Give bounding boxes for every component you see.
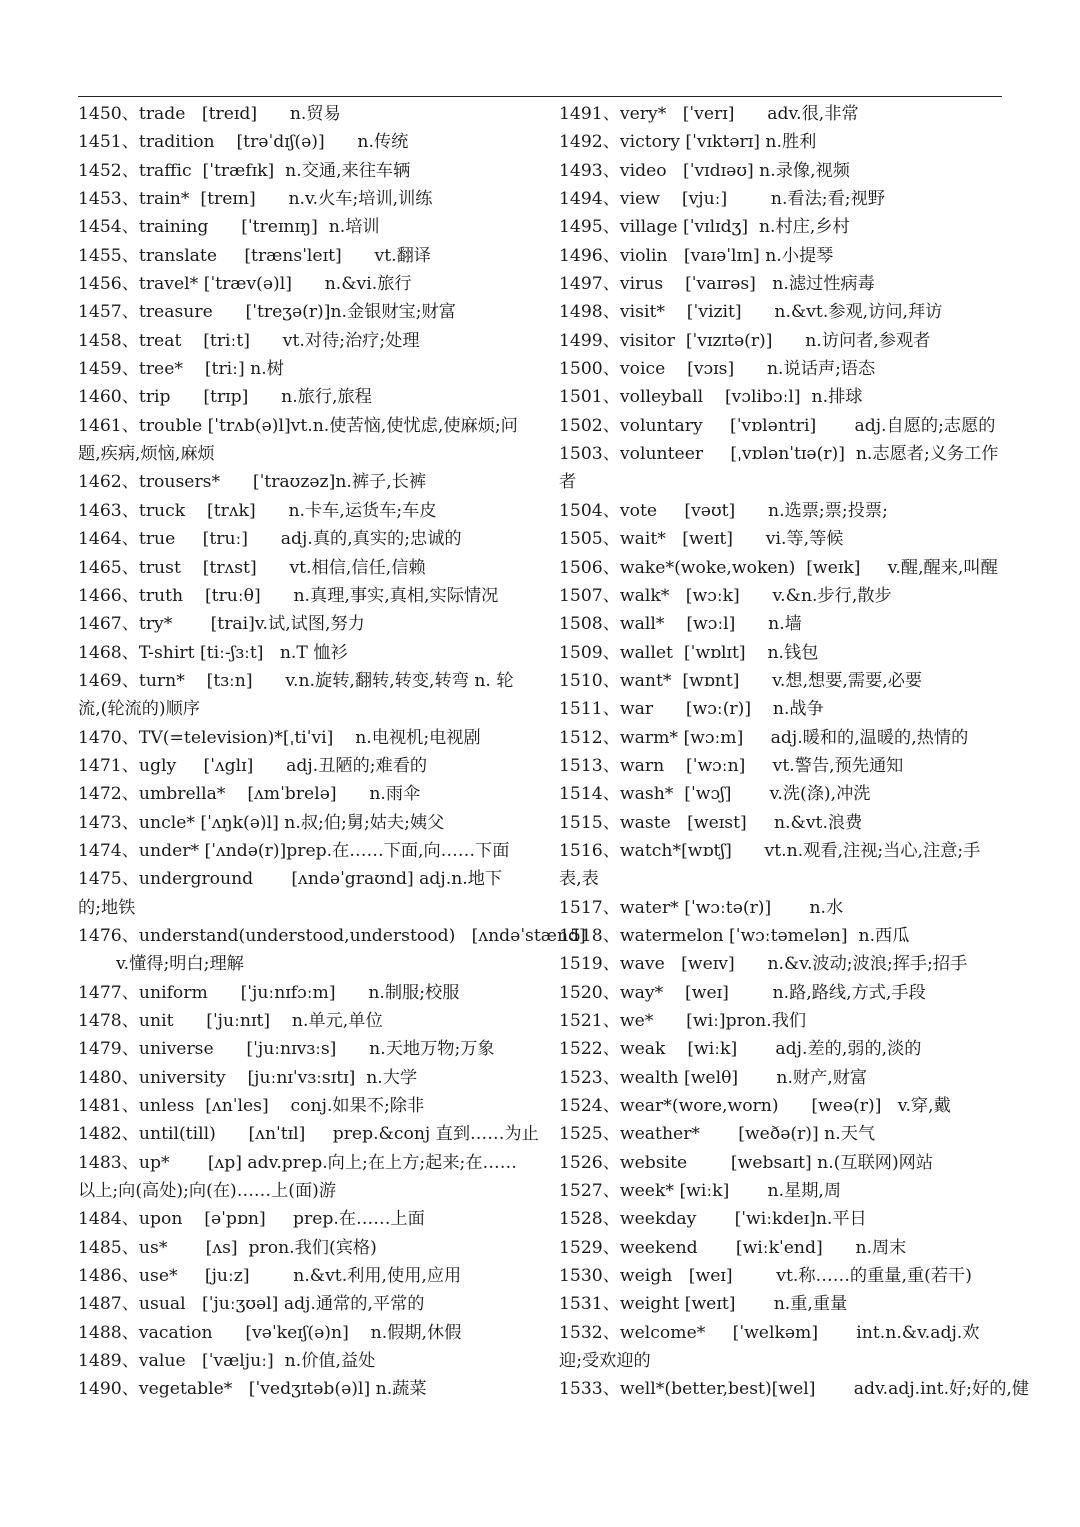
- vocab-entry: 1466、truth [truːθ] n.真理,事实,真相,实际情况: [78, 585, 499, 606]
- vocab-entry: 1453、train* [treɪn] n.v.火车;培训,训练: [78, 189, 433, 210]
- vocab-entry: 1463、truck [trʌk] n.卡车,运货车;车皮: [78, 500, 437, 521]
- vocab-entry: 1452、traffic [ˈtræfɪk] n.交通,来往车辆: [78, 160, 411, 181]
- vocab-entry-continuation: v.懂得;明白;理解: [116, 954, 244, 975]
- vocab-entry: 1495、village [ˈvɪlɪdʒ] n.村庄,乡村: [559, 217, 850, 238]
- vocab-entry: 1467、try* [trai]v.试,试图,努力: [78, 614, 365, 635]
- vocab-entry: 1488、vacation [vəˈkeɪʃ(ə)n] n.假期,休假: [78, 1322, 462, 1343]
- vocab-entry: 1486、use* [juːz] n.&vt.利用,使用,应用: [78, 1266, 462, 1287]
- vocab-entry: 1479、universe [ˈjuːnɪvɜːs] n.天地万物;万象: [78, 1039, 495, 1060]
- vocab-entry: 1469、turn* [tɜːn] v.n.旋转,翻转,转变,转弯 n. 轮流,(轮流的)顺序: [78, 670, 514, 720]
- vocab-entry: 1471、ugly [ˈʌglɪ] adj.丑陋的;难看的: [78, 755, 428, 776]
- vocab-entry: 1465、trust [trʌst] vt.相信,信任,信赖: [78, 557, 426, 578]
- vocab-entry: 1476、understand(understood,understood) [ʌndəˈstænd]: [78, 925, 586, 946]
- vocab-entry: 1518、watermelon [ˈwɔːtəmelən] n.西瓜: [559, 925, 910, 946]
- vocab-entry: 1475、underground [ʌndəˈgraʊnd] adj.n.地下的;地铁: [78, 869, 503, 918]
- vocab-entry: 1498、visit* [ˈvizit] n.&vt.参观,访问,拜访: [559, 302, 943, 323]
- vocab-entry: 1459、tree* [triː] n.树: [78, 359, 284, 380]
- vocab-entry: 1529、weekend [wiːkˈend] n.周末: [559, 1237, 907, 1258]
- vocab-entry: 1500、voice [vɔɪs] n.说话声;语态: [559, 359, 876, 380]
- vocab-entry: 1461、trouble [ˈtrʌb(ə)l]vt.n.使苦恼,使忧虑,使麻烦;问题,疾病,烦恼,麻烦: [78, 415, 518, 465]
- left-column: [78, 100, 586, 1404]
- vocab-entry: 1532、welcome* [ˈwelkəm] int.n.&v.adj.欢迎;受欢迎的: [559, 1322, 980, 1372]
- vocab-entry: 1516、watch*[wɒtʃ] vt.n.观看,注视;当心,注意;手表,表: [559, 840, 981, 890]
- vocab-entry: 1521、we* [wiː]pron.我们: [559, 1011, 807, 1031]
- vocab-entry: 1512、warm* [wɔːm] adj.暖和的,温暖的,热情的: [559, 727, 969, 748]
- vocab-entry: 1503、volunteer [ˌvɒlənˈtɪə(r)] n.志愿者;义务工作者: [559, 444, 999, 493]
- vocab-entry: 1493、video [ˈvɪdɪəʊ] n.录像,视频: [559, 160, 850, 181]
- vocab-entry: 1462、trousers* [ˈtraʊzəz]n.裤子,长裤: [78, 472, 427, 493]
- vocab-entry: 1514、wash* [ˈwɔʃ] v.洗(涤),冲洗: [559, 784, 871, 805]
- vocab-entry: 1509、wallet [ˈwɒlɪt] n.钱包: [559, 642, 819, 663]
- vocab-entry: 1481、unless [ʌnˈles] conj.如果不;除非: [78, 1096, 425, 1117]
- vocab-entry: 1522、weak [wiːk] adj.差的,弱的,淡的: [559, 1039, 922, 1060]
- vocab-entry: 1477、uniform [ˈjuːnɪfɔːm] n.制服;校服: [78, 982, 460, 1003]
- vocab-entry: 1456、travel* [ˈtræv(ə)l] n.&vi.旅行: [78, 274, 412, 295]
- vocab-entry: 1492、victory [ˈvɪktərɪ] n.胜利: [559, 132, 817, 153]
- vocab-entry: 1450、trade [treɪd] n.贸易: [78, 104, 341, 124]
- vocab-entry: 1524、wear*(wore,worn) [weə(r)] v.穿,戴: [559, 1096, 951, 1117]
- vocab-entry: 1478、unit [ˈjuːnɪt] n.单元,单位: [78, 1011, 383, 1031]
- vocab-entry: 1496、violin [vaɪəˈlɪn] n.小提琴: [559, 245, 834, 266]
- vocab-entry: 1526、website [websaɪt] n.(互联网)网站: [559, 1152, 934, 1173]
- vocab-entry: 1531、weight [weɪt] n.重,重量: [559, 1294, 848, 1315]
- vocab-entry: 1527、week* [wiːk] n.星期,周: [559, 1181, 842, 1202]
- vocab-entry: 1510、want* [wɒnt] v.想,想要,需要,必要: [559, 670, 923, 691]
- vocab-entry: 1528、weekday [ˈwiːkdeɪ]n.平日: [559, 1209, 867, 1230]
- vocab-entry: 1506、wake*(woke,woken) [weɪk] v.醒,醒来,叫醒: [559, 557, 998, 578]
- top-rule: [78, 96, 1002, 97]
- vocab-entry: 1525、weather* [weðə(r)] n.天气: [559, 1124, 876, 1145]
- vocab-entry: 1485、us* [ʌs] pron.我们(宾格): [78, 1237, 377, 1258]
- vocab-entry: 1451、tradition [trəˈdɪʃ(ə)] n.传统: [78, 132, 409, 153]
- vocab-entry: 1474、under* [ˈʌndə(r)]prep.在……下面,向……下面: [78, 840, 510, 861]
- vocab-entry: 1513、warn [ˈwɔːn] vt.警告,预先通知: [559, 755, 904, 776]
- vocab-entry: 1501、volleyball [vɔlibɔːl] n.排球: [559, 387, 863, 408]
- vocab-entry: 1511、war [wɔː(r)] n.战争: [559, 699, 824, 720]
- vocab-entry: 1502、voluntary [ˈvɒləntri] adj.自愿的;志愿的: [559, 415, 996, 436]
- vocab-entry: 1494、view [vjuː] n.看法;看;视野: [559, 189, 885, 210]
- vocab-entry: 1504、vote [vəʊt] n.选票;票;投票;: [559, 500, 888, 521]
- vocab-entry: 1517、water* [ˈwɔːtə(r)] n.水: [559, 897, 844, 918]
- vocab-entry: 1470、TV(=television)*[ˌtiˈvi] n.电视机;电视剧: [78, 727, 481, 748]
- vocab-entry: 1472、umbrella* [ʌmˈbrelə] n.雨伞: [78, 784, 421, 805]
- vocab-entry: 1468、T-shirt [tiː-ʃɜːt] n.T 恤衫: [78, 642, 348, 663]
- vocab-entry: 1508、wall* [wɔːl] n.墙: [559, 614, 802, 635]
- vocab-entry: 1482、until(till) [ʌnˈtɪl] prep.&conj 直到……为止: [78, 1124, 539, 1145]
- vocab-entry: 1505、wait* [weɪt] vi.等,等候: [559, 529, 844, 550]
- vocab-entry: 1483、up* [ʌp] adv.prep.向上;在上方;起来;在……以上;向(高处);向(在)……上(面)游: [78, 1152, 517, 1202]
- vocab-entry: 1520、way* [weɪ] n.路,路线,方式,手段: [559, 982, 926, 1003]
- vocab-entry: 1507、walk* [wɔːk] v.&n.步行,散步: [559, 585, 892, 606]
- vocab-entry: 1487、usual [ˈjuːʒʊəl] adj.通常的,平常的: [78, 1294, 425, 1315]
- vocab-entry: 1530、weigh [weɪ] vt.称……的重量,重(若干): [559, 1266, 972, 1287]
- vocab-entry: 1460、trip [trɪp] n.旅行,旅程: [78, 387, 372, 408]
- vocab-entry: 1454、training [ˈtreɪnɪŋ] n.培训: [78, 217, 380, 238]
- right-column: [559, 100, 1030, 1404]
- vocab-entry: 1489、value [ˈvæljuː] n.价值,益处: [78, 1351, 376, 1372]
- vocab-entry: 1499、visitor [ˈvɪzɪtə(r)] n.访问者,参观者: [559, 330, 931, 351]
- vocab-entry: 1515、waste [weɪst] n.&vt.浪费: [559, 812, 863, 833]
- vocab-entry: 1491、very* [ˈverɪ] adv.很,非常: [559, 104, 859, 124]
- vocab-entry: 1519、wave [weɪv] n.&v.波动;波浪;挥手;招手: [559, 954, 968, 975]
- vocab-entry: 1484、upon [əˈpɒn] prep.在……上面: [78, 1209, 425, 1230]
- vocab-entry: 1458、treat [triːt] vt.对待;治疗;处理: [78, 330, 420, 351]
- vocab-entry: 1533、well*(better,best)[wel] adv.adj.int.好;好的,健: [559, 1379, 1030, 1400]
- vocab-entry: 1490、vegetable* [ˈvedʒɪtəb(ə)l] n.蔬菜: [78, 1379, 427, 1400]
- vocab-entry: 1480、university [juːnɪˈvɜːsɪtɪ] n.大学: [78, 1067, 418, 1088]
- vocab-entry: 1497、virus [ˈvaɪrəs] n.滤过性病毒: [559, 274, 875, 295]
- vocab-entry: 1455、translate [trænsˈleɪt] vt.翻译: [78, 245, 431, 266]
- vocab-entry: 1473、uncle* [ˈʌŋk(ə)l] n.叔;伯;舅;姑夫;姨父: [78, 812, 445, 833]
- vocab-entry: 1523、wealth [welθ] n.财产,财富: [559, 1067, 868, 1088]
- vocab-entry: 1464、true [truː] adj.真的,真实的;忠诚的: [78, 529, 462, 550]
- vocab-entry: 1457、treasure [ˈtreʒə(r)]n.金银财宝;财富: [78, 302, 456, 323]
